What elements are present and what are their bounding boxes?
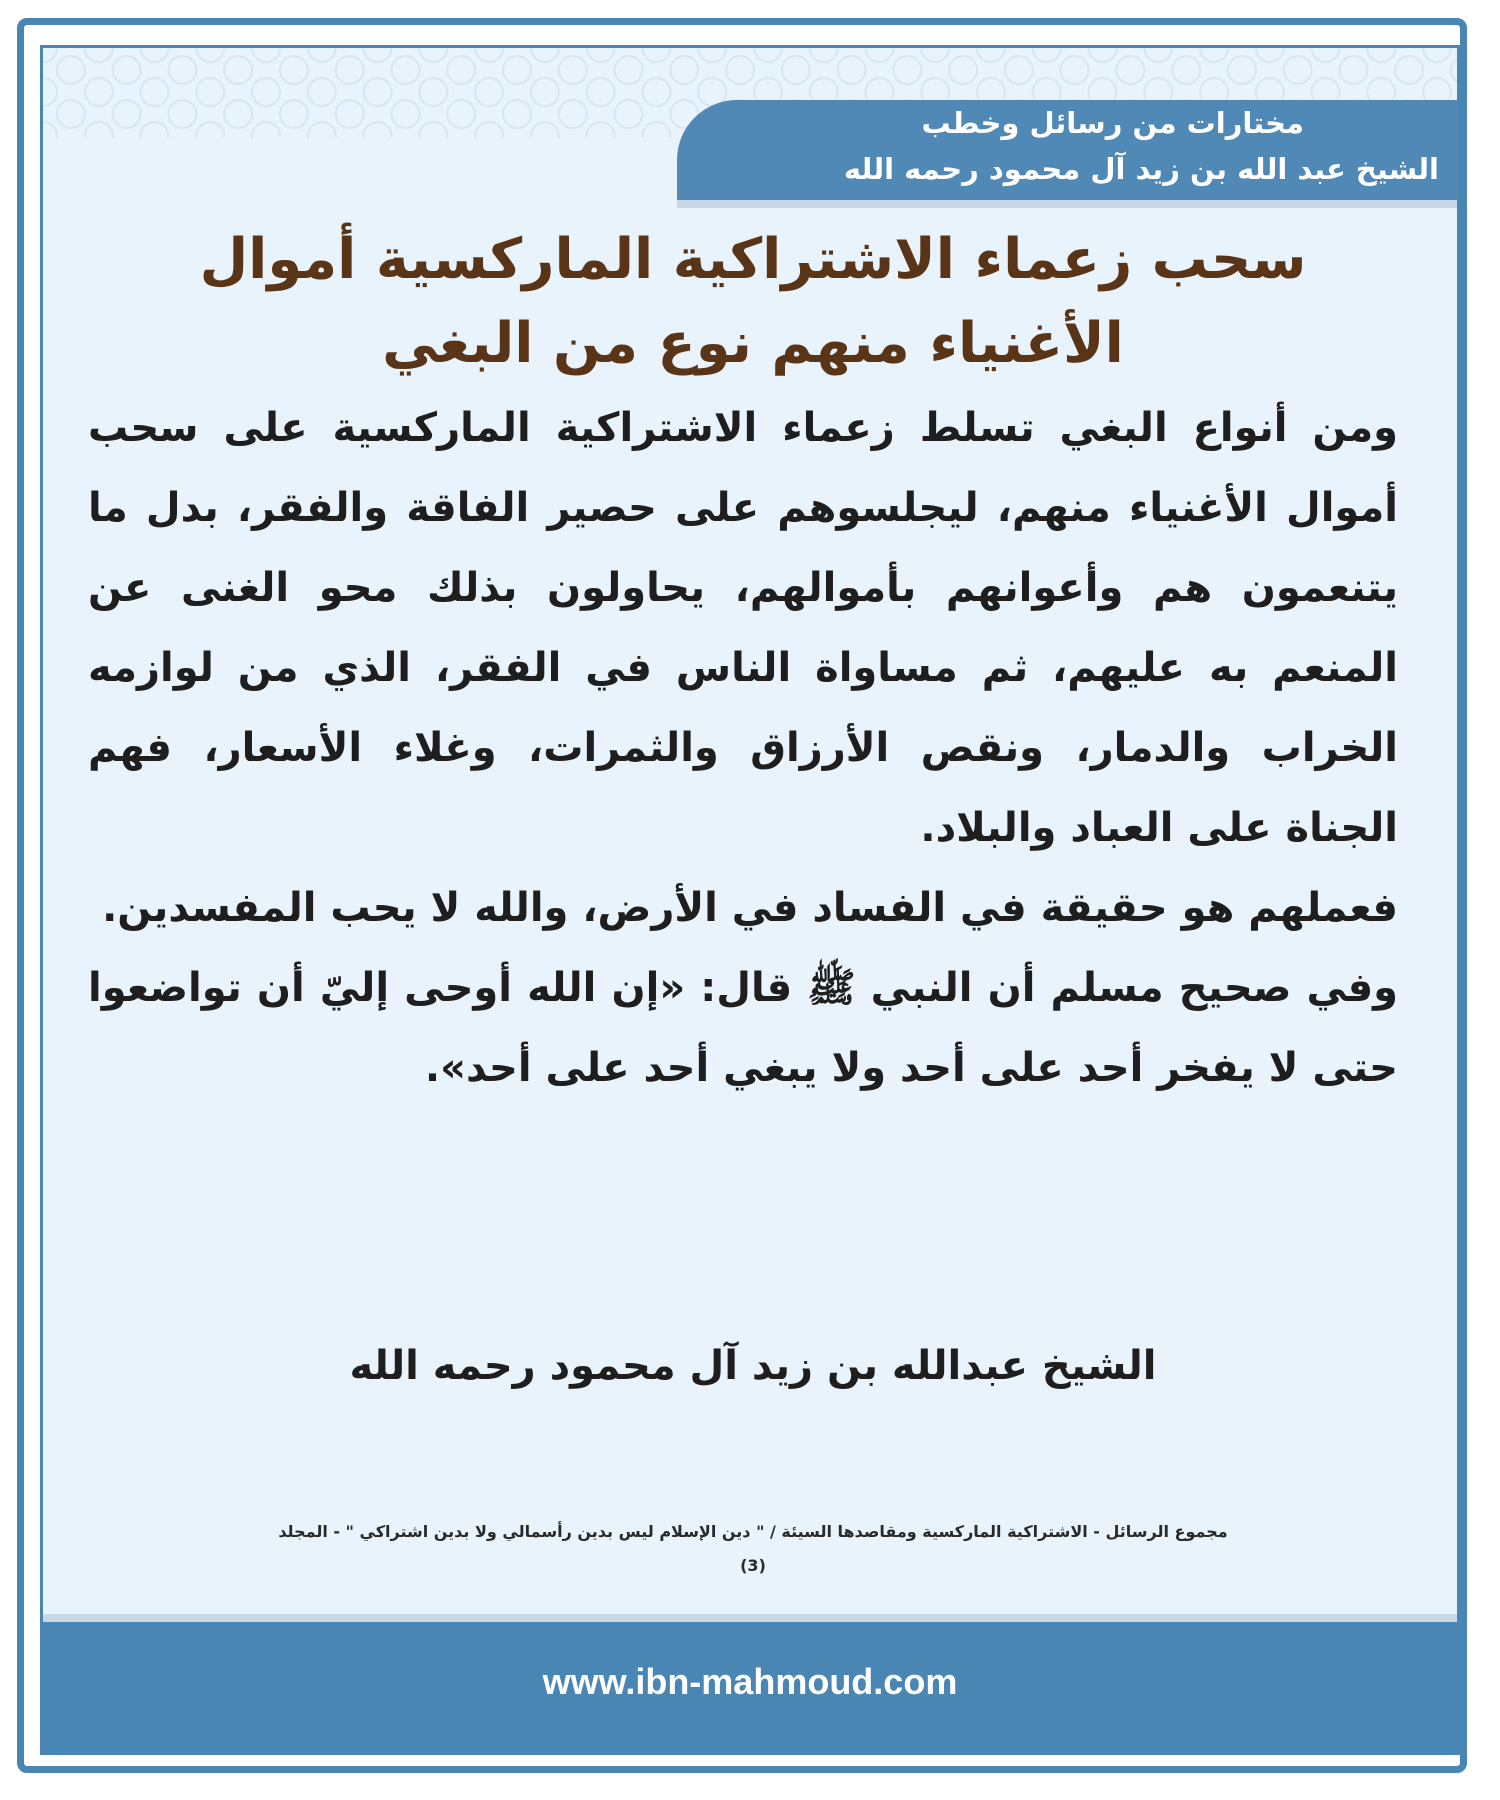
- source-reference: [93, 1515, 1413, 1583]
- author-name: الشيخ عبد الله بن زيد آل محمود رحمه الله: [843, 152, 1439, 186]
- header-banner: [677, 100, 1457, 208]
- page-title: سحب زعماء الاشتراكية الماركسية أموال الأغنياء منهم نوع من البغي: [199, 227, 1307, 376]
- header-text: [679, 100, 1439, 192]
- series-title: مختارات من رسائل وخطب: [921, 106, 1304, 140]
- footer-banner: [43, 1614, 1457, 1752]
- website-link[interactable]: www.ibn-mahmoud.com: [542, 1661, 958, 1702]
- paragraph-3: وفي صحيح مسلم أن النبي ﷺ قال: «إن الله أوحى إليّ أن تواضعوا حتى لا يفخر أحد على أحد ولا يبغي أحد على أحد».: [88, 965, 1398, 1091]
- paragraph-2: فعملهم هو حقيقة في الفساد في الأرض، والله لا يحب المفسدين.: [102, 885, 1398, 931]
- article-body: [88, 388, 1398, 1108]
- volume-number: (3): [740, 1556, 766, 1575]
- content-card: [40, 45, 1460, 1755]
- reference-text: مجموع الرسائل - الاشتراكية الماركسية ومقاصدها السيئة / " دين الإسلام ليس بدين رأسمالي ولا بدين اشتراكي " - المجلد: [278, 1522, 1228, 1541]
- paragraph-1: ومن أنواع البغي تسلط زعماء الاشتراكية الماركسية على سحب أموال الأغنياء منهم، ليجلسوهم على حصير الفاقة والفقر، بدل ما يتنعمون هم وأعوانهم بأموالهم، يحاولون بذلك محو الغنى عن المنعم به عليهم، ثم مساواة الناس في الفقر، الذي من لوازمه الخراب والدمار، ونقص الأرزاق والثمرات، وغلاء الأسعار، فهم الجناة على العباد والبلاد.: [88, 405, 1398, 851]
- author-signature: الشيخ عبدالله بن زيد آل محمود رحمه الله: [349, 1343, 1157, 1389]
